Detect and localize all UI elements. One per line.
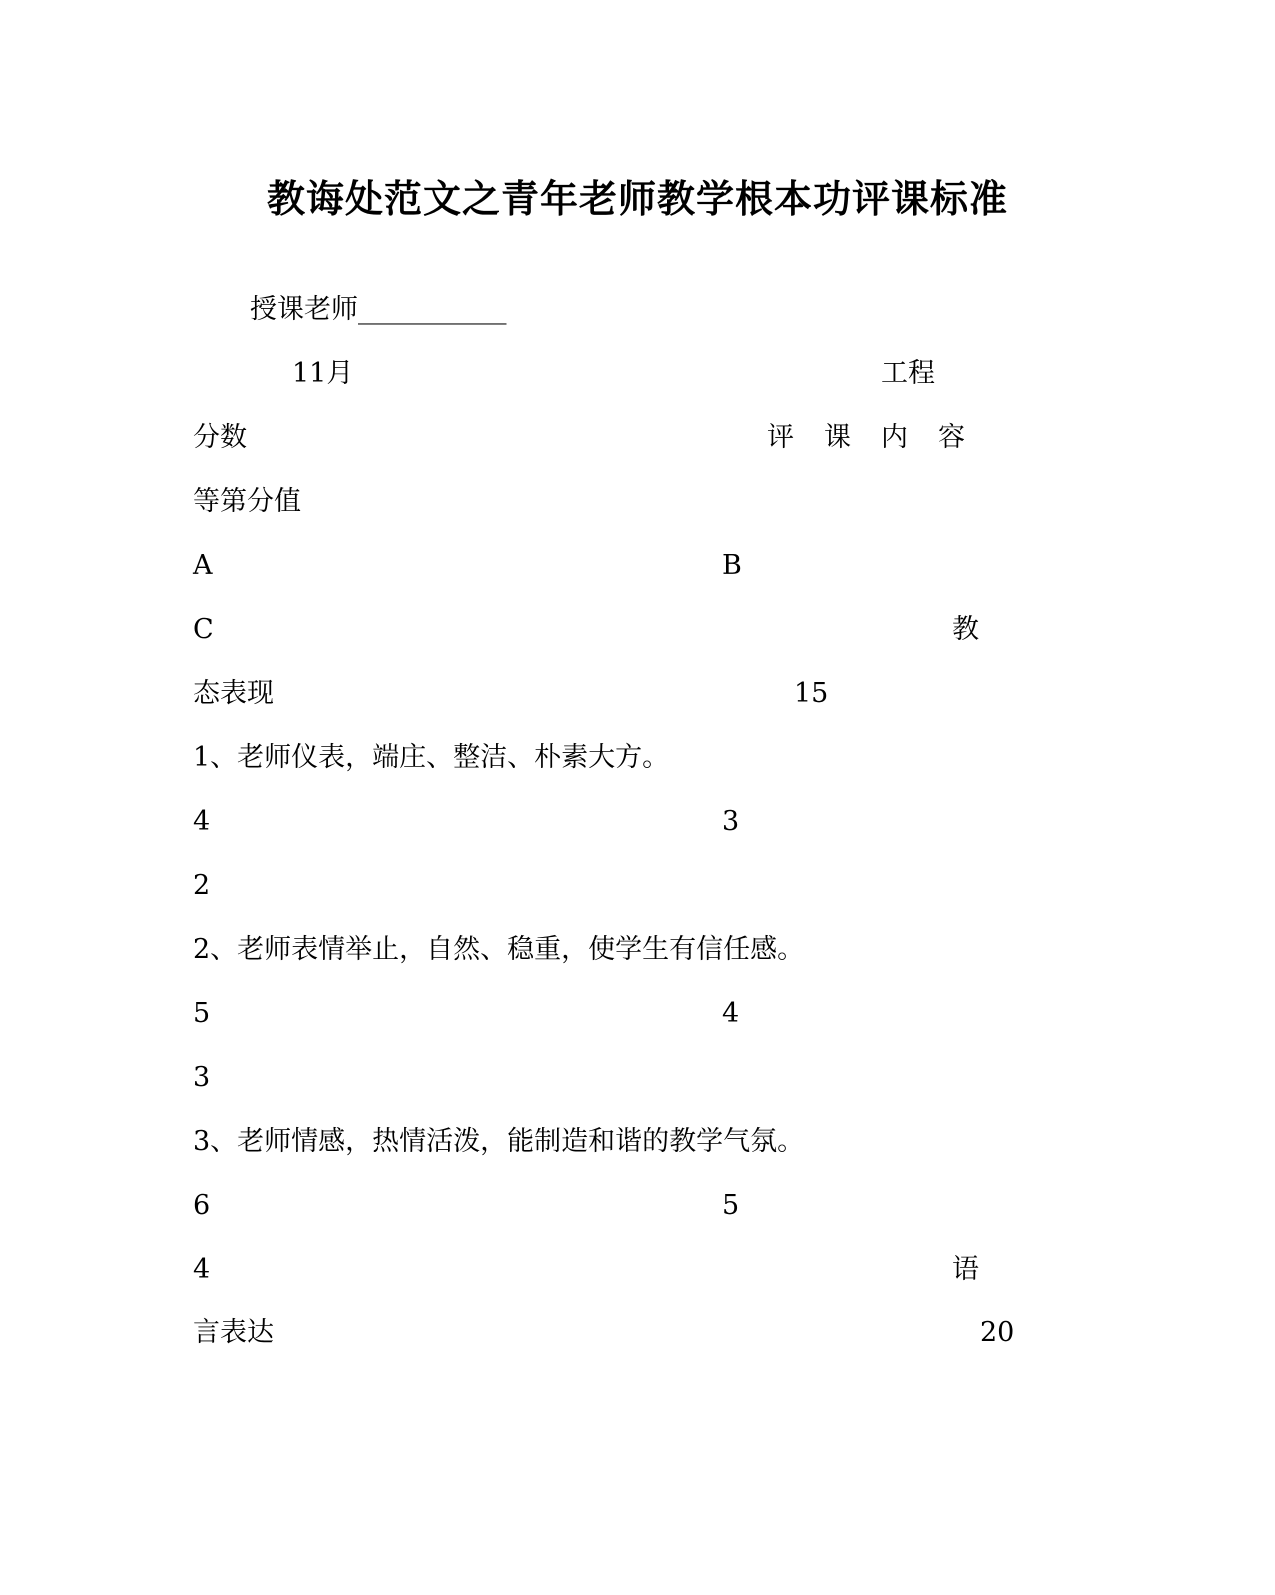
- grade-c-label: C: [193, 614, 214, 645]
- section2-name-part1: 语: [952, 1254, 979, 1285]
- criterion-score-b: 5: [722, 1190, 740, 1221]
- criterion-text: 3、老师情感，热情活泼，能制造和谐的教学气氛。: [193, 1126, 805, 1157]
- header-content: 评课内容: [767, 422, 995, 453]
- header-grade: 等第分值: [193, 486, 301, 517]
- criterion-score-c: 2: [193, 870, 211, 901]
- criterion-score-b: 3: [722, 806, 740, 837]
- header-project: 工程: [881, 358, 935, 389]
- section2-name-part2: 言表达: [193, 1317, 274, 1348]
- section2-score: 20: [980, 1317, 1015, 1348]
- criterion-text: 2、老师表情举止，自然、稳重，使学生有信任感。: [193, 934, 805, 965]
- criterion-score-a: 5: [193, 998, 211, 1029]
- criterion-score-a: 4: [193, 806, 211, 837]
- grade-b-label: B: [722, 550, 742, 581]
- grade-a-label: A: [193, 550, 213, 581]
- criterion-score-c: 4: [193, 1254, 211, 1285]
- teacher-line: 授课老师___________: [250, 294, 507, 325]
- document-title: 教诲处范文之青年老师教学根本功评课标准: [266, 176, 1008, 221]
- criterion-score-a: 6: [193, 1190, 211, 1221]
- section1-name-part1: 教: [952, 614, 979, 645]
- criterion-score-c: 3: [193, 1062, 211, 1093]
- month-label: 11月: [292, 358, 354, 389]
- section1-name-part2: 态表现: [193, 678, 274, 709]
- criterion-text: 1、老师仪表，端庄、整洁、朴素大方。: [193, 742, 670, 773]
- header-score: 分数: [193, 422, 247, 453]
- section1-score: 15: [794, 678, 829, 709]
- criterion-score-b: 4: [722, 998, 740, 1029]
